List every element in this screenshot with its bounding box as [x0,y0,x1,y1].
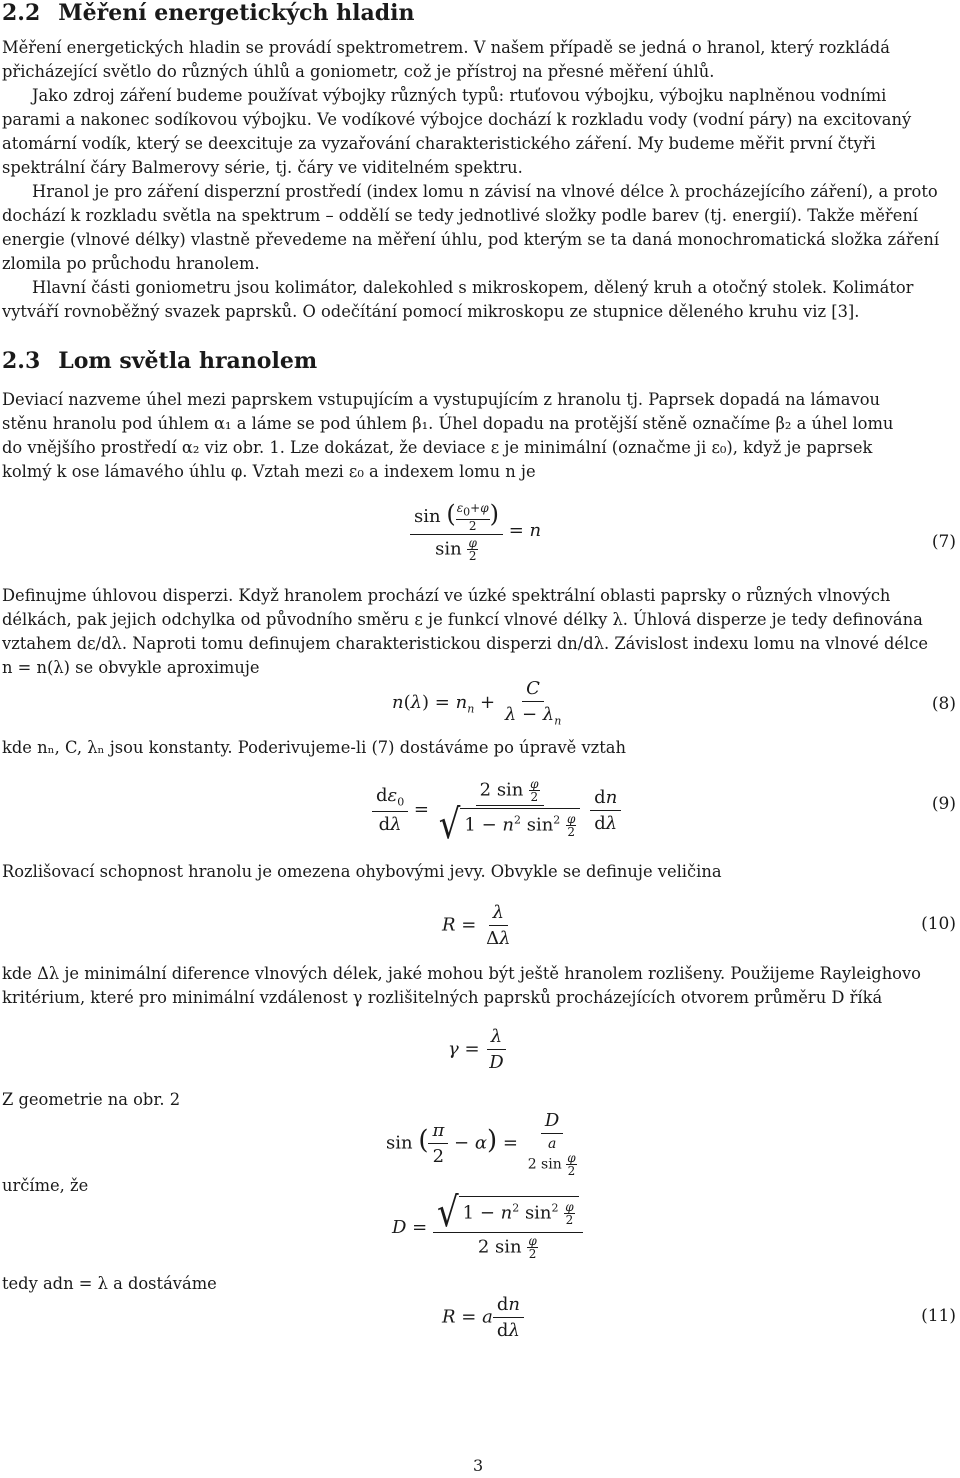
equation-number: (8) [931,694,956,714]
paragraph-constants: kde nₙ, C, λₙ jsou konstanty. Poderivujeme-li (7) dostáváme po úpravě vztah [2,738,626,757]
text-therefore: tedy adn = λ a dostáváme [2,1274,217,1293]
equation-8: $n(\lambda) = n_n$ + $\frac{C}{\lambda - \lambda_n}$ [392,678,562,728]
paragraph-deviation: Deviací nazveme úhel mezi paprskem vstupujícím a vystupujícím z hranolu tj. Paprsek dopadá na lámavou stěnu hranolu pod úhlem α₁ a láme se pod úhlem β₁. Úhel dopadu na protější stěně označíme β₂ a úhel lomu do vnějšího prostředí α₂ viz obr. 1. Lze dokázat, že deviace ε je minimální (označme ji ε₀), když je paprsek kolmý k ose lámavého úhlu φ. Vztah mezi ε₀ a indexem lomu n je [2,390,894,481]
page-number: 3 [473,1456,484,1475]
paragraph-intro: Měření energetických hladin se provádí spektrometrem. V našem případě se jedná o hranol, který rozkládá přicházející světlo do různých úhlů a goniometr, což je přístroj na přesné měření úhlů. [2,38,890,81]
equation-sine: sin ( $\frac{\pi}{2}$ − α) = D a 2 sin $\frac{\varphi}{2}$ [386,1110,576,1178]
equation-gamma: γ = $\frac{\lambda}{D}$ [448,1026,508,1073]
equation-number: (9) [931,794,956,814]
paragraph-resolution: Rozlišovací schopnost hranolu je omezena ohybovými jevy. Obvykle se definuje veličina [2,862,722,881]
paragraph-goniometer: Hlavní části goniometru jsou kolimátor, dalekohled s mikroskopem, dělený kruh a otočný stolek. Kolimátor vytváří rovnoběžný svazek paprsků. O odečítání pomocí mikroskopu ze stupnice děleného kruhu viz [3]. [2,278,914,321]
text-geometry: Z geometrie na obr. 2 [2,1090,181,1109]
text-determine: určíme, že [2,1176,89,1195]
paragraph-prism: Hranol je pro záření disperzní prostředí (index lomu n závisí na vlnové délce λ procházejícího záření), a proto dochází k rozkladu světla na spektrum – oddělí se tedy jednotlivé složky podle barev (tj. energií). Takže měření energie (vlnové délky) vlastně převedeme na měření úhlu, pod kterým se ta daná monochromatická složka záření zlomila po průchodu hranolem. [2,182,940,273]
equation-number: (7) [931,532,956,552]
equation-10: R = $\frac{\lambda}{\Delta\lambda}$ [442,902,511,949]
paragraph-dispersion: Definujme úhlovou disperzi. Když hranolem prochází ve úzké spektrální oblasti paprsky o různých vlnových délkách, pak jejich odchylka od původního směru ε je funkcí vlnové délky λ. Úhlová disperze je tedy definována vztahem dε/dλ. Naproti tomu definujem charakteristickou disperzi dn/dλ. Závislost indexu lomu na vlnové délce n = n(λ) se obvykle aproximuje [2,586,929,677]
equation-7: sin ( $\frac{\varepsilon_0+\varphi}{2}$ ) sin $\frac{\varphi}{2}$ = n [410,500,541,562]
equation-number: (10) [921,914,956,934]
section-heading: 2.2 Měření energetických hladin [2,0,415,26]
equation-9: $\frac{d\varepsilon_0}{d\lambda}$ = 2 sin $\frac{\varphi}{2}$ √ $1 - n^2$ $\sin^2$ $\frac{\varphi}{2}$ $\frac{dn}{d\lambda}$ [372,778,621,842]
paragraph-sources: Jako zdroj záření budeme používat výbojky různých typů: rtuťovou výbojku, výbojku naplněnou vodními parami a nakonec sodíkovou výbojku. Ve vodíkové výbojce dochází k rozkladu vody (vodní páry) na excitovaný atomární vodík, který se deexcituje za vyzařování charakteristického záření. My budeme měřit první čtyři spektrální čáry Balmerovy série, tj. čáry ve viditelném spektru. [2,86,912,177]
paragraph-rayleigh: kde Δλ je minimální diference vlnových délek, jaké mohou být ještě hranolem rozlišeny. Použijeme Rayleighovo kritérium, které pro minimální vzdálenost γ rozlišitelných paprsků procházejících otvorem průměru D říká [2,964,921,1007]
equation-d: D = √ $1 - n^2$ $\sin^2$ $\frac{\varphi}{2}$ 2 sin $\frac{\varphi}{2}$ [392,1196,583,1260]
section-heading: 2.3 Lom světla hranolem [2,348,318,374]
equation-number: (11) [921,1306,956,1326]
equation-11: R = a $\frac{dn}{d\lambda}$ [442,1294,524,1341]
